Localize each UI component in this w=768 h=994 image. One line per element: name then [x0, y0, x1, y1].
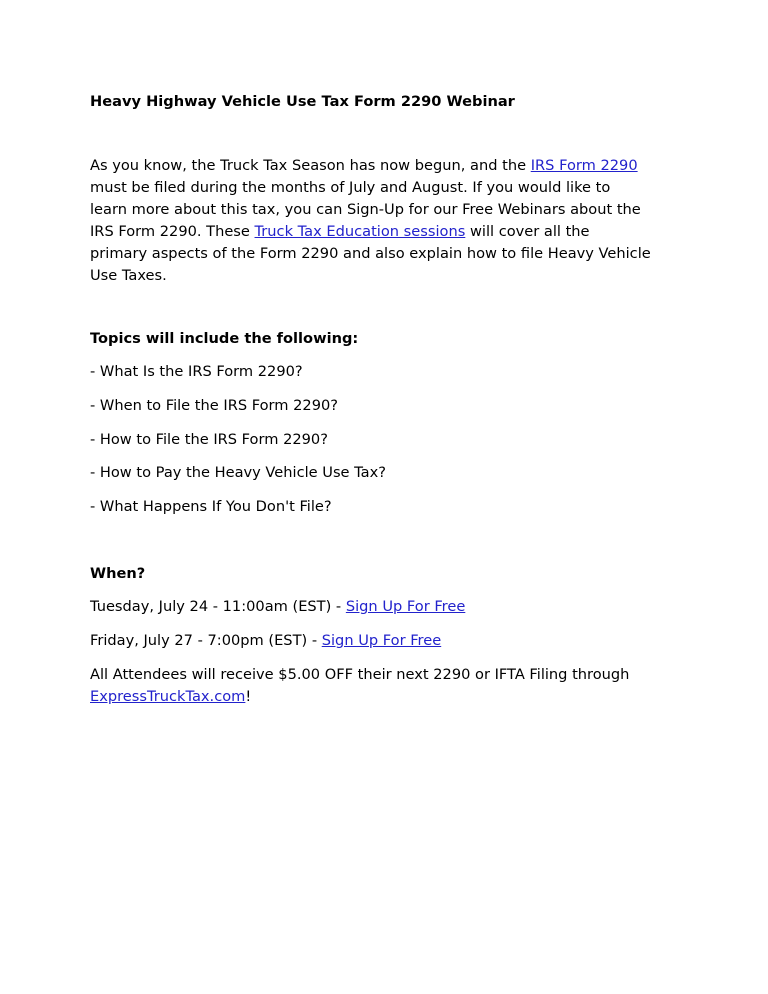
session-text: Friday, July 27 - 7:00pm (EST) - [90, 632, 322, 649]
intro-text: primary aspects of the Form 2290 and also explain how to file Heavy Vehicle [90, 245, 651, 262]
offer-end: ! [245, 688, 252, 705]
intro-text: Use Taxes. [90, 267, 167, 284]
topic-item: - When to File the IRS Form 2290? [90, 397, 339, 414]
intro-text: will cover all the [465, 223, 590, 240]
page-title: Heavy Highway Vehicle Use Tax Form 2290 Webinar [90, 93, 515, 110]
topic-item: - How to File the IRS Form 2290? [90, 431, 328, 448]
education-sessions-link[interactable]: Truck Tax Education sessions [254, 223, 466, 240]
topic-item: - What Happens If You Don't File? [90, 498, 332, 515]
intro-text: As you know, the Truck Tax Season has now begun, and the [90, 157, 531, 174]
session-text: Tuesday, July 24 - 11:00am (EST) - [90, 598, 346, 615]
expresstrucktax-link[interactable]: ExpressTruckTax.com [90, 688, 246, 705]
irs-form-2290-link[interactable]: IRS Form 2290 [530, 157, 638, 174]
intro-text: must be filed during the months of July and August. If you would like to [90, 179, 611, 196]
intro-text: IRS Form 2290. These [90, 223, 255, 240]
when-heading: When? [90, 565, 146, 582]
session-item [90, 596, 465, 618]
session-item [90, 630, 441, 652]
topics-heading: Topics will include the following: [90, 330, 359, 347]
topic-item: - How to Pay the Heavy Vehicle Use Tax? [90, 464, 386, 481]
topic-item: - What Is the IRS Form 2290? [90, 363, 303, 380]
intro-text: learn more about this tax, you can Sign-Up for our Free Webinars about the [90, 201, 641, 218]
sign-up-link[interactable]: Sign Up For Free [321, 632, 442, 649]
sign-up-link[interactable]: Sign Up For Free [345, 598, 466, 615]
offer-text: All Attendees will receive $5.00 OFF their next 2290 or IFTA Filing through [90, 666, 630, 683]
